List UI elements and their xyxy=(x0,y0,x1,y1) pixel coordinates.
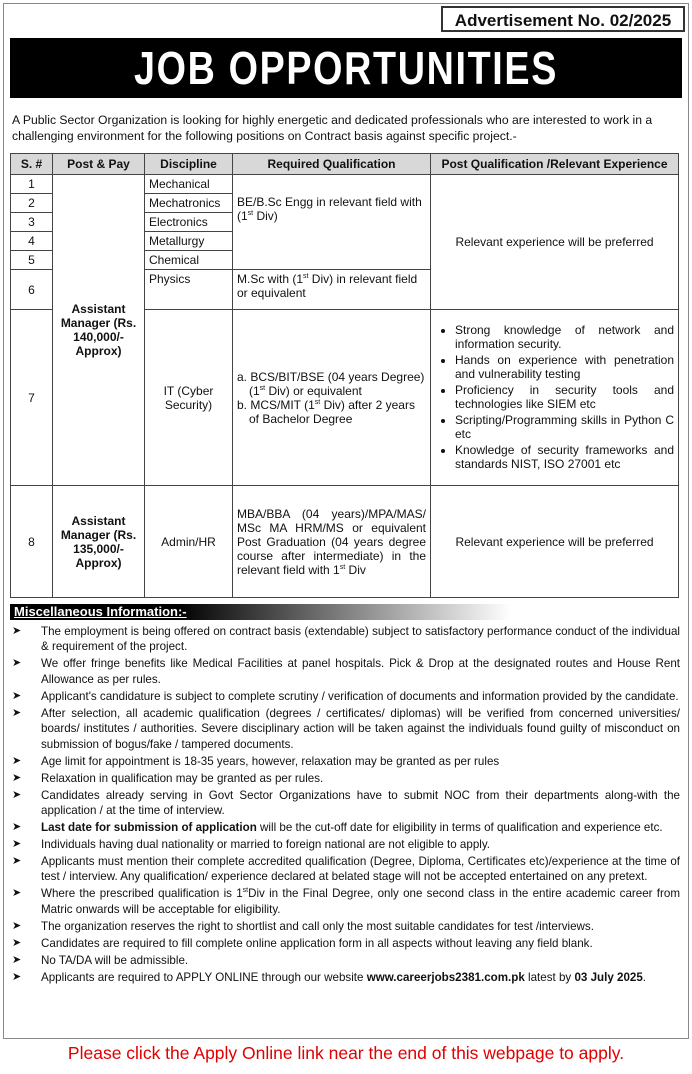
list-item-text: Candidates are required to fill complete online application form in all aspects without leaving any field blank. xyxy=(41,936,593,950)
post-pay-cell: Assistant Manager (Rs. 135,000/- Approx) xyxy=(53,486,145,598)
list-item-text: We offer fringe benefits like Medical Facilities at panel hospitals. Pick & Drop at the designated routes and House Rent Allowance as per rules. xyxy=(41,657,680,686)
qualification-cell xyxy=(233,486,431,598)
table-row xyxy=(11,175,679,194)
qualification-option-a: a. BCS/BIT/BSE (04 years Degree) (1st Div) or equivalent xyxy=(237,369,425,398)
list-item xyxy=(12,919,680,934)
discipline-cell: Electronics xyxy=(145,213,233,232)
latest-by-text: latest by xyxy=(528,970,572,984)
qualification-text: MBA/BBA (04 years)/MPA/MAS/ MSc MA HRM/MS or equivalent Post Graduation (04 years degree course after intermediate) in the relevant field with 1st Div xyxy=(237,506,426,577)
qualification-cell xyxy=(233,270,431,310)
list-item: • Scripting/Programming skills in Python C etc xyxy=(455,413,674,441)
arrow-icon: ➤ xyxy=(12,689,22,702)
last-date-label: Last date for submission of application xyxy=(41,821,257,835)
discipline-cell: Chemical xyxy=(145,251,233,270)
arrow-icon: ➤ xyxy=(12,821,22,834)
discipline-cell: IT (Cyber Security) xyxy=(145,310,233,486)
list-item-text: will be the cut-off date for eligibility in terms of qualification and experience etc. xyxy=(260,821,663,835)
list-item-text: Where the prescribed qualification is 1stDiv in the Final Degree, only one second class in the entire academic career from Matric onwards will be acceptable for eligibility. xyxy=(41,887,680,916)
list-item-text: The organization reserves the right to shortlist and call only the most suitable candidates for test /interviews. xyxy=(41,919,594,933)
sn-cell: 8 xyxy=(11,486,53,598)
list-item xyxy=(12,624,680,655)
sn-cell: 5 xyxy=(11,251,53,270)
experience-list xyxy=(435,323,674,471)
positions-table xyxy=(10,153,679,598)
list-item xyxy=(12,936,680,951)
experience-cell: Relevant experience will be preferred xyxy=(431,175,679,310)
list-item-text: Applicants must mention their complete accredited qualification (Degree, Diploma, Certificates etc)/experience at the time of test / interview. Any qualification/ experience declared at belated stage will not be accepted entertained on any pretext. xyxy=(41,855,680,884)
list-item-text: Age limit for appointment is 18-35 years, however, relaxation may be granted as per rules xyxy=(41,754,500,768)
list-item xyxy=(12,788,680,819)
misc-header-bar xyxy=(10,604,678,620)
list-item xyxy=(12,771,680,786)
header-discipline: Discipline xyxy=(145,154,233,175)
website-link[interactable]: www.careerjobs2381.com.pk xyxy=(366,970,525,984)
arrow-icon: ➤ xyxy=(12,625,22,637)
sn-cell: 1 xyxy=(11,175,53,194)
experience-cell: Relevant experience will be preferred xyxy=(431,486,679,598)
arrow-icon: ➤ xyxy=(12,953,22,966)
list-item xyxy=(12,837,680,852)
sn-cell: 7 xyxy=(11,310,53,486)
table-header-row xyxy=(11,154,679,175)
list-item-text: The employment is being offered on contract basis (extendable) subject to satisfactory performance conduct of the individual & requirement of the project. xyxy=(41,625,680,654)
list-item xyxy=(12,854,680,885)
arrow-icon: ➤ xyxy=(12,657,22,670)
list-item-text: Applicant's candidature is subject to complete scrutiny / verification of documents and information provided by the candidate. xyxy=(41,689,679,703)
list-item-text: Applicants are required to APPLY ONLINE through our website xyxy=(41,970,364,984)
arrow-icon: ➤ xyxy=(12,855,22,868)
list-item xyxy=(12,953,680,968)
arrow-icon: ➤ xyxy=(12,771,22,784)
list-item: • Proficiency in security tools and technologies like SIEM etc xyxy=(455,383,674,411)
header-experience: Post Qualification /Relevant Experience xyxy=(431,154,679,175)
page-title: JOB OPPORTUNITIES xyxy=(133,42,558,94)
list-item: • Hands on experience with penetration and vulnerability testing xyxy=(455,353,674,381)
sn-cell: 4 xyxy=(11,232,53,251)
misc-list xyxy=(12,624,680,987)
table-row xyxy=(11,486,679,598)
qualification-cell xyxy=(233,310,431,486)
header-sn: S. # xyxy=(11,154,53,175)
misc-title: Miscellaneous Information:- xyxy=(14,604,187,619)
list-item xyxy=(12,886,680,917)
arrow-icon: ➤ xyxy=(12,936,22,949)
apply-online-notice: Please click the Apply Online link near the end of this webpage to apply. xyxy=(67,1043,625,1063)
arrow-icon: ➤ xyxy=(12,838,22,851)
list-item: ➤ Applicants are required to APPLY ONLINE through our website www.careerjobs2381.com.pk latest by 03 July 2025. xyxy=(12,970,647,984)
list-item xyxy=(12,689,680,704)
discipline-cell: Physics xyxy=(145,270,233,310)
discipline-cell: Mechatronics xyxy=(145,194,233,213)
arrow-icon: ➤ xyxy=(12,919,22,932)
arrow-icon: ➤ xyxy=(12,706,22,719)
sn-cell: 6 xyxy=(11,270,53,310)
intro-paragraph: A Public Sector Organization is looking for highly energetic and dedicated professionals who are interested to work in a challenging environment for the following positions on Contract basis against specific project.- xyxy=(12,113,653,143)
list-item: • Strong knowledge of network and information security. xyxy=(455,323,674,351)
deadline-date: 03 July 2025 xyxy=(574,970,643,984)
header-qualification: Required Qualification xyxy=(233,154,431,175)
experience-cell xyxy=(431,310,679,486)
arrow-icon: ➤ xyxy=(12,754,22,767)
qualification-cell xyxy=(233,175,431,270)
list-item-text: No TA/DA will be admissible. xyxy=(41,953,189,967)
list-item xyxy=(12,706,680,752)
advertisement-number: Advertisement No. 02/2025 xyxy=(441,6,685,32)
sn-cell: 3 xyxy=(11,213,53,232)
discipline-cell: Mechanical xyxy=(145,175,233,194)
list-item xyxy=(12,754,680,769)
discipline-cell: Admin/HR xyxy=(145,486,233,598)
arrow-icon: ➤ xyxy=(12,970,22,983)
arrow-icon: ➤ xyxy=(12,788,22,801)
arrow-icon: ➤ xyxy=(12,887,22,900)
sn-cell: 2 xyxy=(11,194,53,213)
list-item-text: Individuals having dual nationality or married to foreign national are not eligible to apply. xyxy=(41,838,490,852)
list-item xyxy=(12,656,680,687)
list-item xyxy=(12,820,680,835)
qualification-text: BE/B.Sc Engg in relevant field with (1st Div) xyxy=(237,195,422,223)
discipline-cell: Metallurgy xyxy=(145,232,233,251)
post-pay-cell: Assistant Manager (Rs. 140,000/- Approx) xyxy=(53,175,145,486)
list-item-text: Candidates already serving in Govt Sector Organizations have to submit NOC from their departments along-with the application / at the time of interview. xyxy=(41,788,680,818)
title-band xyxy=(10,38,682,98)
list-item: • Knowledge of security frameworks and standards NIST, ISO 27001 etc xyxy=(455,443,674,471)
qualification-option-b: b. MCS/MIT (1st Div) after 2 years of Bachelor Degree xyxy=(237,397,415,426)
list-item-text: After selection, all academic qualification (degrees / certificates/ diplomas) will be verified from concerned universities/ boards/ institutes / authorities. Severe disciplinary action will be taken against the individuals found guilty of misconduct on submission of bogus/fake / tampered documents. xyxy=(41,706,680,751)
header-post-pay: Post & Pay xyxy=(53,154,145,175)
qualification-text: M.Sc with (1st Div) in relevant field or equivalent xyxy=(237,272,418,300)
list-item-text: Relaxation in qualification may be granted as per rules. xyxy=(41,771,324,785)
